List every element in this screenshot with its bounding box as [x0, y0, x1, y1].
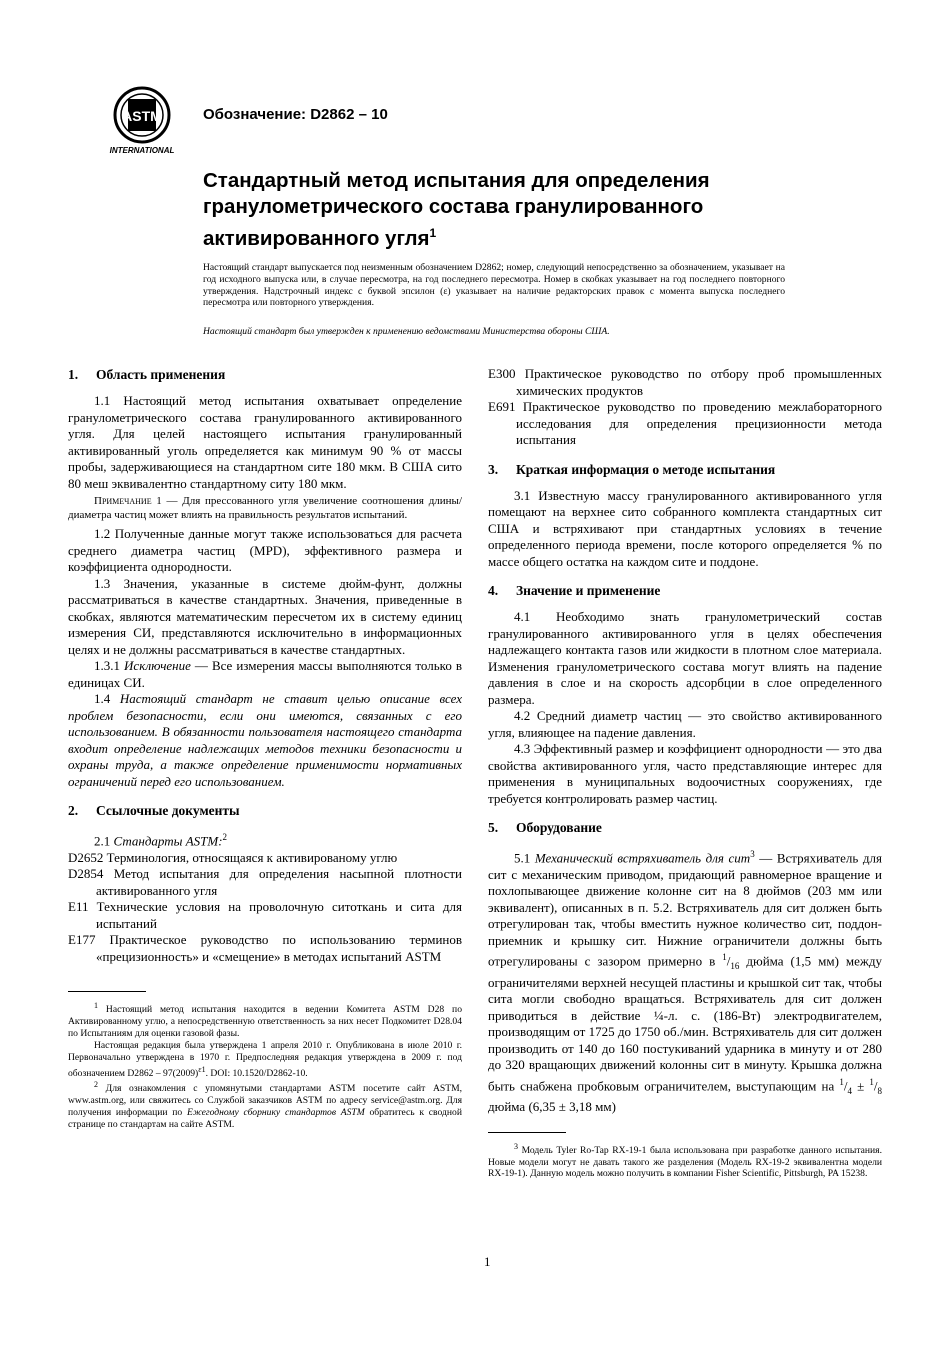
paragraph-1-3: 1.3 Значения, указанные в системе дюйм-фунт, должны рассматриваться в качестве стандартных. Значения, приведенные в скобках, являются математическим пересчетом их в систему единиц измерения СИ, представляются исключительно в информационных целях и не должны рассматриваться в качестве стандартных. — [68, 575, 462, 657]
reference-d2652: D2652 Терминология, относящаяся к активированому углю — [68, 849, 398, 865]
astm-logo — [100, 85, 184, 157]
preamble: Настоящий стандарт выпускается под неизменным обозначением D2862; номер, следующий непосредственно за обозначением, указывает на год исходного выпуска или, в случае пересмотра, на год последнего пересмотра. Номер в скобках указывает на год последнего повторного утверждения. Надстрочный индекс с буквой эпсилон (ε) указывает на наличие редакторских правок с момента выпуска последнего пересмотра или повторного утверждения. — [203, 262, 785, 309]
reference-e691: E691 Практическое руководство по проведению межлабораторного исследования для определения прецизионности метода испытания — [488, 399, 882, 447]
footnote-1-edition: Настоящая редакция была утверждена 1 апреля 2010 г. Опубликована в июле 2010 г. Первоначально утверждена в 1970 г. Предпоследняя редакция утверждена в 2009 г. под обозначением $D2862 - 97(2009)^{\varepsilon 1}$. DOI: 10.1520/D2862-10. — [68, 1039, 462, 1079]
section-5-heading: 5. Оборудование — [488, 820, 602, 835]
designation: Обозначение: D2862 – 10 — [203, 106, 388, 123]
title-text: Стандартный метод испытания для определения гранулометрического состава гранулированного активированного угля — [203, 169, 710, 250]
astm-logo-icon — [100, 85, 184, 157]
footnote-3: $^3$ Модель Tyler Ro-Tap RX-19-1 была использована при разработке данного испытания. Новые модели могут не давать такого же разделения (Модель RX-19-2 эквивалентна модели RX-19-1). Данную модель можно получить в компании Fisher Scientific, Pittsburgh, PA 15238. — [488, 1141, 882, 1180]
paragraph-4-2: 4.2 Средний диаметр частиц — это свойство активированного угля, влияющее на падение давления. — [488, 708, 882, 740]
paragraph-1-1: 1.1 Настоящий метод испытания охватывает определение гранулометрического состава гранулированного активированного угля. Для целей настоящего испытания гранулированный активированный уголь определяется как минимум 90 % от массы пробы, задерживающиеся на стандартном сите 180 мкм. В США сито 80 меш эквивалентно стандартному ситу 180 мкм. — [68, 393, 462, 491]
section-1-heading: 1. Область применения — [68, 367, 226, 382]
footnote-divider — [68, 991, 146, 992]
note-1: Примечание 1 — Для прессованного угля увеличение соотношения длины/диаметра частиц может влиять на правильность результатов испытаний. — [68, 495, 463, 521]
logo-subtext: INTERNATIONAL — [109, 146, 175, 155]
reference-d2854: D2854 Метод испытания для определения насыпной плотности активированного угля — [68, 866, 462, 898]
title-footnote-mark: 1 — [429, 226, 437, 240]
paragraph-1-4: 1.4 Настоящий стандарт не ставит целью описание всех проблем безопасности, если они имеются, связанных с его использованием. В обязанности пользователя настоящего стандарта входит определение надлежащих методов техники безопасности и охраны труда, а также определение применимости нормативных ограничений перед его использованием. — [68, 691, 462, 789]
section-4-heading: 4. Значение и применение — [488, 583, 661, 598]
paragraph-2-1: 2.1 Стандарты ASTM:$^2$ — [94, 832, 228, 849]
paragraph-4-3: 4.3 Эффективный размер и коэффициент однородности — это два свойства активированного угля, часто представляющие интерес для применения в муниципальных водоочистных сооружениях, где требуется контролировать размер частиц. — [488, 741, 882, 806]
reference-e300: E300 Практическое руководство по отбору проб промышленных химических продуктов — [488, 366, 882, 398]
reference-e11: E11 Технические условия на проволочную ситоткань и сита для испытаний — [68, 899, 462, 931]
footnote-2: $^2$ Для ознакомления с упомянутыми стандартами ASTM посетите сайт ASTM, www.astm.org, или свяжитесь со Службой заказчиков ASTM по адресу service@astm.org. Для получения информации по Ежегодному сборнику стандартов ASTM обратитесь к сводной странице по стандартам на сайте ASTM. — [68, 1080, 462, 1131]
right-column — [488, 366, 882, 1180]
paragraph-3-1: 3.1 Известную массу гранулированного активированного угля помещают на верхнее сито собранного комплекта стандартных сит США и встряхивают при стандартных условиях в течение определенного периода времени, после которого определяется % по массе общего остатка на каждом сите и поддоне. — [488, 487, 882, 569]
paragraph-4-1: 4.1 Необходимо знать гранулометрический состав гранулированного активированного угля в целях обеспечения надлежащего контакта газов или жидкости в плотном слое материала. Изменения гранулометрического состава могут влиять на падение давления в слое и на скорость адсорбции в слое определенного размера. — [488, 609, 882, 707]
section-3-heading: 3. Краткая информация о методе испытания — [488, 461, 776, 477]
document-title — [203, 168, 763, 252]
paragraph-5-1: 5.1 Механический встряхиватель для сит$^3$ — Встряхиватель для сит с механическим приводом, придающий равномерное вращение и похлопывающее движение колонне сит на 8 дюймов (203 мм или эквивалент), описанных в п. 5.2. Встряхиватель для сит должен быть отрегулирован так, чтобы вместить нужное количество сит, поддон-приемник и крышку сит. Нижние ограничители должны быть отрегулированы с зазором примерно в $^1/_{16}$ дюйма (1,5 мм) между ограничителями верхней несущей пластины и крышкой сит так, чтобы сита могли свободно вращаться. Встряхиватель для сит должен приводиться в действие ¼-л. с. (186-Вт) электродвигателем, производящим от 1725 до 1750 об./мин. Встряхиватель для сит должен производить от 140 до 160 постукиваний ударника в минуту и от 280 до 320 вращающих движений колонны сит в минуту. Крышка должна быть снабжена пробковым ограничителем, выступающим на $^1/_4 \pm ^1/_8$ дюйма (6,35 ± 3,18 мм) — [488, 849, 882, 1115]
footnote-divider-right — [488, 1132, 566, 1133]
note-label: Примечание 1 — [94, 495, 162, 507]
logo-text: ASTM — [122, 108, 162, 124]
paragraph-1-2: 1.2 Полученные данные могут также использоваться для расчета среднего диаметра частиц (MPD), эффективного размера и коэффициента однородности. — [68, 526, 462, 574]
reference-e177: E177 Практическое руководство по использованию терминов «прецизионность» и «смещение» в методах испытаний ASTM — [68, 932, 462, 964]
approval-statement: Настоящий стандарт был утвержден к применению ведомствами Министерства обороны США. — [203, 326, 610, 337]
footnote-1: $^1$ Настоящий метод испытания находится в ведении Комитета ASTM D28 по Активированному углю, а непосредственную ответственность за них несет Подкомитет D28.04 по Испытаниям для оценки газовой фазы. — [68, 1001, 462, 1040]
page-number: 1 — [484, 1254, 491, 1269]
section-2-heading: 2. Ссылочные документы — [68, 803, 240, 818]
left-column — [68, 366, 462, 1131]
paragraph-1-3-1: 1.3.1 Исключение — Все измерения массы выполняются только в единицах СИ. — [68, 658, 462, 690]
